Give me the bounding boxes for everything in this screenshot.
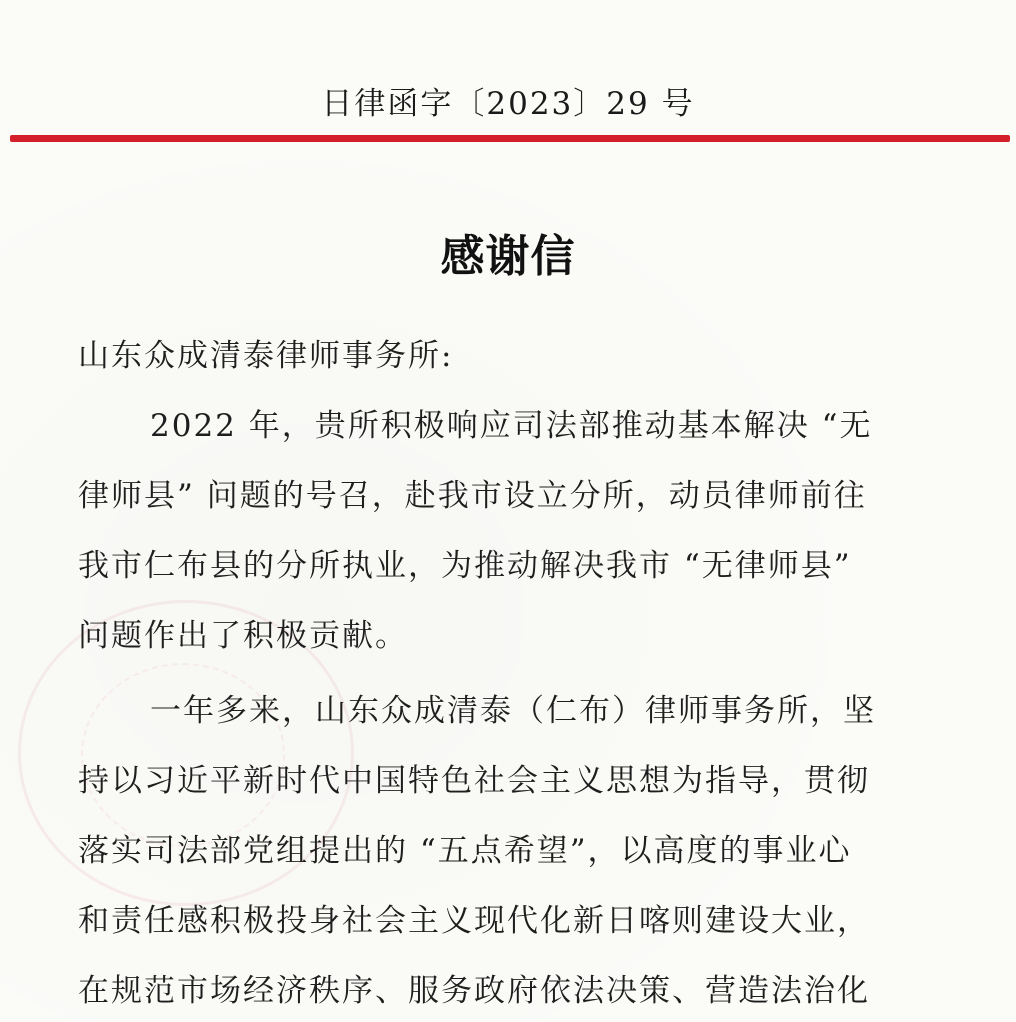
- paragraph2-line: 在规范市场经济秩序、服务政府依法决策、营造法治化: [78, 973, 870, 1009]
- letter-title: 感谢信: [440, 231, 576, 282]
- document-number: 日律函字〔2023〕29 号: [321, 86, 695, 122]
- salutation: 山东众成清泰律师事务所:: [78, 338, 454, 374]
- paragraph1-line: 问题作出了积极贡献。: [78, 618, 408, 654]
- paragraph2-line: 和责任感积极投身社会主义现代化新日喀则建设大业，: [78, 903, 870, 939]
- paragraph1-line: 律师县” 问题的号召，赴我市设立分所，动员律师前往: [78, 478, 867, 514]
- paragraph2-line: 持以习近平新时代中国特色社会主义思想为指导，贯彻: [78, 763, 870, 799]
- paragraph1-line: 我市仁布县的分所执业，为推动解决我市 “无律师县”: [78, 548, 852, 584]
- paragraph1-line: 2022 年，贵所积极响应司法部推动基本解决 “无: [150, 408, 873, 444]
- red-header-rule: [10, 135, 1010, 142]
- paragraph2-line: 一年多来，山东众成清泰（仁布）律师事务所，坚: [150, 693, 876, 729]
- paragraph2-line: 落实司法部党组提出的 “五点希望”，以高度的事业心: [78, 833, 852, 869]
